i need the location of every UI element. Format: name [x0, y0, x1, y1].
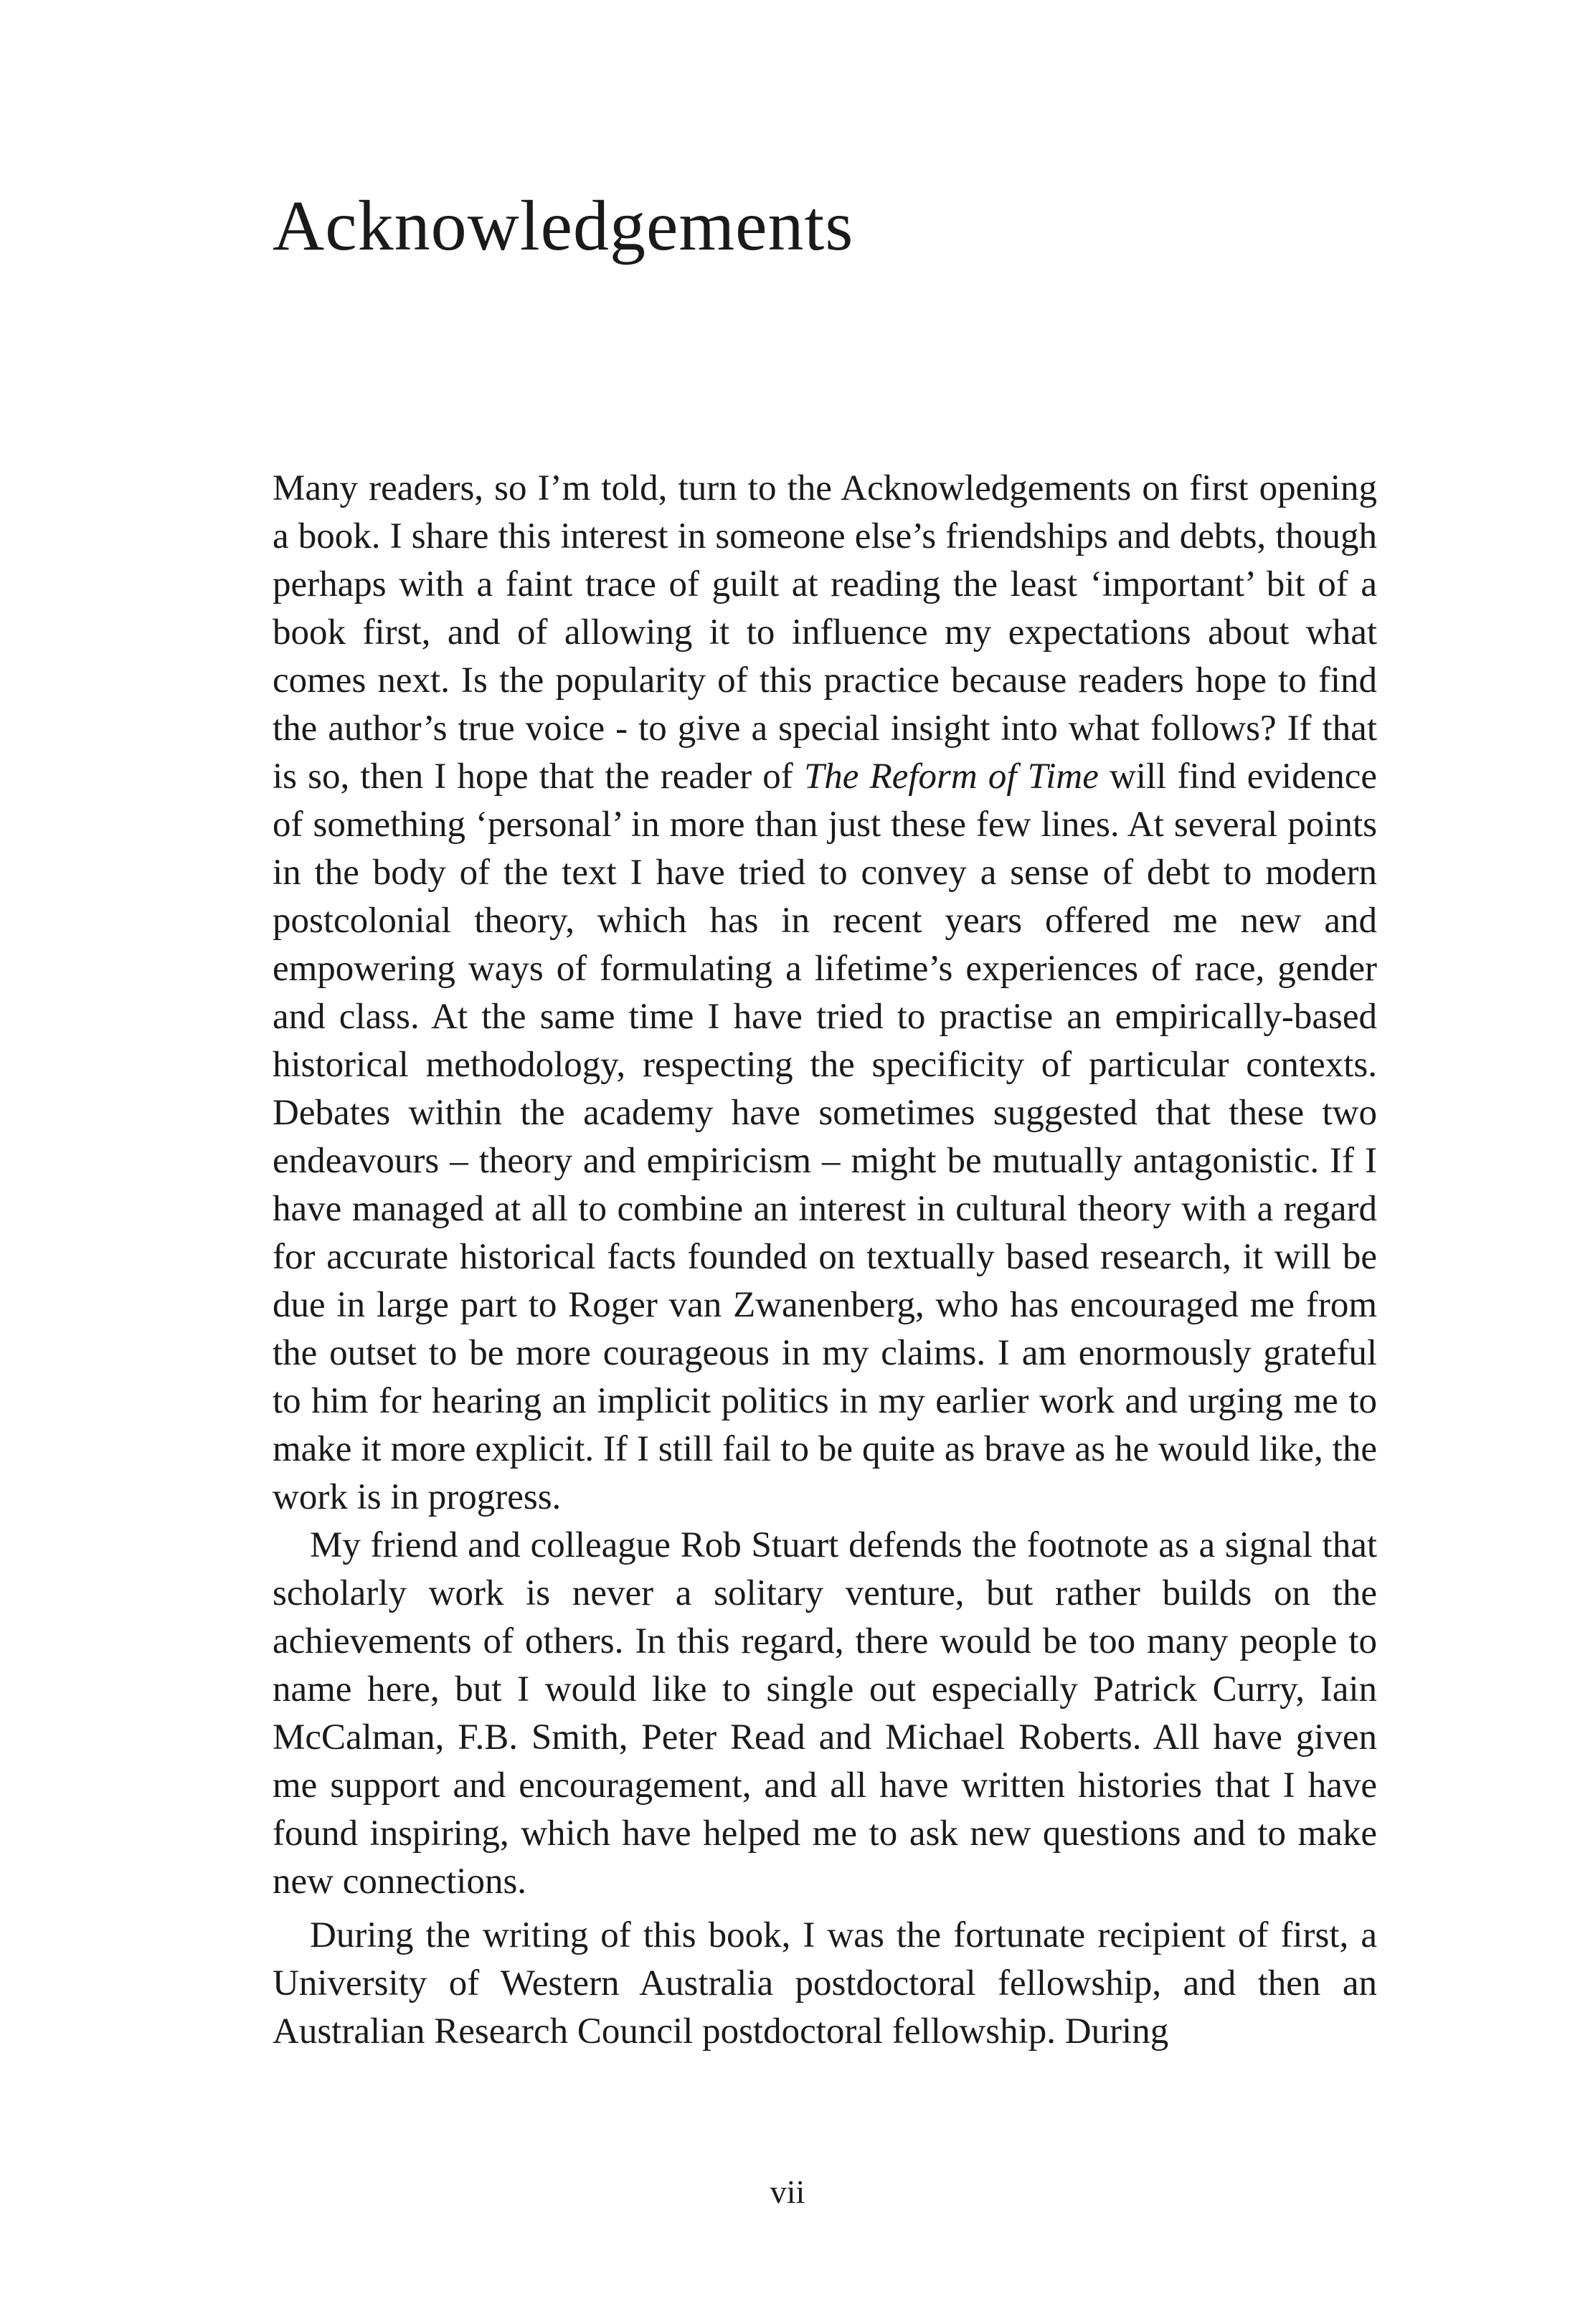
body-text: [273, 465, 1377, 2056]
paragraph-3: During the writing of this book, I was the fortunate recipient of first, a University of Western Australia postdoctoral fellowship, and then an Australian Research Council postdoctoral fellowship. During: [273, 1915, 1377, 2052]
paragraph-1-text-after: will find evidence of something ‘personal’ in more than just these few lines. At several points in the body of the text I have tried to convey a sense of debt to modern postcolonial theory, which has in recent years offered me new and empowering ways of formulating a lifetime’s experiences of race, gender and class. At the same time I have tried to practise an empirically-based historical methodology, respecting the specificity of particular contexts. Debates within the academy have sometimes suggested that these two endeavours – theory and empiricism – might be mutually antagonistic. If I have managed at all to combine an interest in cultural theory with a regard for accurate historical facts founded on textually based research, it will be due in large part to Roger van Zwanenberg, who has encouraged me from the outset to be more courageous in my claims. I am enormously grateful to him for hearing an implicit politics in my earlier work and urging me to make it more explicit. If I still fail to be quite as brave as he would like, the work is in progress.: [273, 757, 1377, 1517]
paragraph-1: [273, 465, 1377, 1522]
paragraph-1-text-before: Many readers, so I’m told, turn to the Acknowledgements on first opening a book. I share this interest in someone else’s friendships and debts, though perhaps with a faint trace of guilt at reading the least ‘important’ bit of a book first, and of allowing it to influence my expectations about what comes next. Is the popularity of this practice because readers hope to find the author’s true voice - to give a special insight into what follows? If that is so, then I hope that the reader of: [273, 468, 1377, 797]
page-number: vii: [770, 2173, 805, 2210]
book-title-italic: The Reform of Time: [803, 757, 1099, 797]
page-title: Acknowledgements: [273, 186, 854, 265]
paragraph-2: My friend and colleague Rob Stuart defends the footnote as a signal that scholarly work is never a solitary venture, but rather builds on the achievements of others. In this regard, there would be too many people to name here, but I would like to single out especially Patrick Curry, Iain McCalman, F.B. Smith, Peter Read and Michael Roberts. All have given me support and encouragement, and all have written histories that I have found inspiring, which have helped me to ask new questions and to make new connections.: [273, 1525, 1377, 1902]
